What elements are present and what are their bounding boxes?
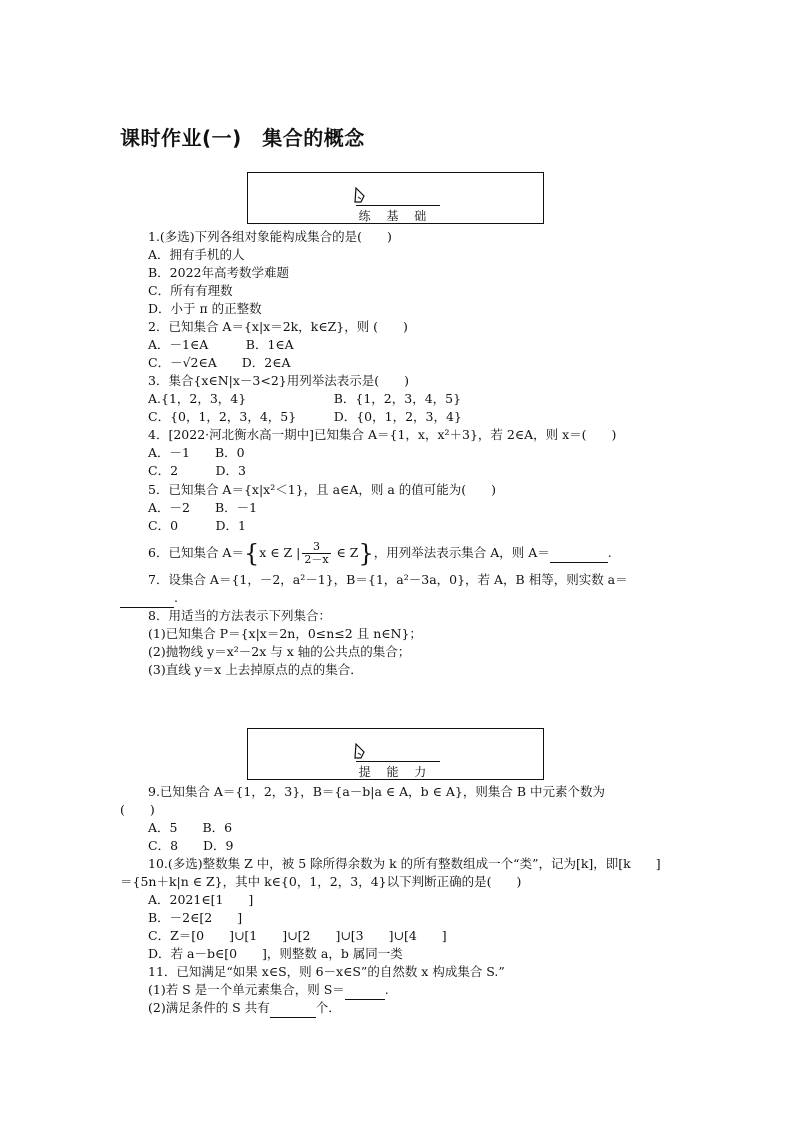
option: C．Z＝[0 ]∪[1 ]∪[2 ]∪[3 ]∪[4 ] <box>148 928 447 943</box>
answer-blank[interactable] <box>270 999 316 1018</box>
answer-blank[interactable] <box>345 981 385 1000</box>
question-5: 5．已知集合 A＝{x|x²＜1}，且 a∈A，则 a 的值可能为( ) <box>148 482 496 497</box>
section-banner-advanced <box>247 728 544 780</box>
sub-question: (3)直线 y＝x 上去掉原点的点的集合． <box>148 662 363 677</box>
section-label: 提 能 力 <box>358 765 433 779</box>
section-banner-basic <box>247 172 544 224</box>
fraction <box>302 541 330 566</box>
question-10: 10.(多选)整数集 Z 中，被 5 除所得余数为 k 的所有整数组成一个“类”，记为[k]，即[k ] <box>148 856 661 871</box>
q7-end: . <box>174 590 178 605</box>
q11a-end: . <box>384 982 389 997</box>
q11a-text: (1)若 S 是一个单元素集合，则 S＝ <box>148 982 345 997</box>
question-8: 8．用适当的方法表示下列集合： <box>148 608 331 623</box>
banner-rule <box>356 205 440 206</box>
answer-blank[interactable] <box>120 589 174 608</box>
option: C．－√2∈A D．2∈A <box>148 355 291 370</box>
option: A．拥有手机的人 <box>148 247 245 262</box>
section-label: 练 基 础 <box>358 209 433 223</box>
left-brace: { <box>243 539 260 568</box>
q6-prefix: 6．已知集合 A＝ <box>148 545 244 560</box>
question-11: 11．已知满足“如果 x∈S，则 6－x∈S”的自然数 x 构成集合 S.” <box>148 964 505 979</box>
option: B．－2∈[2 ] <box>148 910 243 925</box>
question-7: 7．设集合 A＝{1，－2，a²－1}，B＝{1，a²－3a，0}，若 A，B 相等，则实数 a＝ <box>148 572 628 587</box>
banner-rule <box>356 761 440 762</box>
page-title: 课时作业(一) 集合的概念 <box>120 126 365 150</box>
question-3: 3．集合{x∈N|x－3<2}用列举法表示是( ) <box>148 373 409 388</box>
q11b-text: (2)满足条件的 S 共有 <box>148 1000 270 1015</box>
option: C．8 D．9 <box>148 838 234 853</box>
option: A．－1 B．0 <box>148 445 245 460</box>
option: B．2022年高考数学难题 <box>148 265 289 280</box>
option: A．5 B．6 <box>148 820 233 835</box>
question-4: 4．[2022·河北衡水高一期中]已知集合 A＝{1，x，x²＋3}，若 2∈A，则 x＝( ) <box>148 427 617 442</box>
question-7-blank-line <box>120 589 178 608</box>
question-9-parens: ( ) <box>120 802 155 817</box>
option: A．－1∈A B．1∈A <box>148 337 294 352</box>
answer-blank[interactable] <box>550 544 608 563</box>
q6-set: x ∈ Z | <box>259 545 301 560</box>
fraction-numerator: 3 <box>302 541 330 554</box>
q6-end: . <box>607 545 612 560</box>
right-brace: } <box>358 539 374 568</box>
option: A．－2 B．－1 <box>148 500 258 515</box>
sub-question <box>148 999 341 1018</box>
pen-icon <box>353 187 367 207</box>
option: C．0 D．1 <box>148 518 246 533</box>
question-9: 9.已知集合 A＝{1，2，3}，B＝{a－b|a ∈ A，b ∈ A}，则集合 B 中元素个数为 <box>148 784 605 799</box>
option: D．若 a－b∈[0 ]，则整数 a，b 属同一类 <box>148 946 403 961</box>
question-10-cont: ＝{5n＋k|n ∈ Z}，其中 k∈{0，1，2，3，4}以下判断正确的是( ) <box>120 874 522 889</box>
pen-icon <box>353 743 367 763</box>
option: A.{1，2，3，4} B．{1，2，3，4，5} <box>148 391 462 406</box>
q11b-end: 个． <box>315 1000 341 1015</box>
sub-question: (2)抛物线 y＝x²－2x 与 x 轴的公共点的集合； <box>148 644 411 659</box>
question-6 <box>148 541 612 566</box>
fraction-denominator: 2－x <box>304 553 329 566</box>
sub-question <box>148 981 389 1000</box>
sub-question: (1)已知集合 P＝{x|x＝2n，0≤n≤2 且 n∈N}； <box>148 626 422 641</box>
question-2: 2．已知集合 A＝{x|x＝2k，k∈Z}，则 ( ) <box>148 319 408 334</box>
option: C．{0，1，2，3，4，5} D．{0，1，2，3，4} <box>148 409 462 424</box>
option: D．小于 π 的正整数 <box>148 301 262 316</box>
option: C．2 D．3 <box>148 463 246 478</box>
q6-tail: ，用列举法表示集合 A，则 A＝ <box>373 545 550 560</box>
q6-post: ∈ Z <box>332 545 359 560</box>
option: C．所有有理数 <box>148 283 233 298</box>
question-1: 1.(多选)下列各组对象能构成集合的是( ) <box>148 229 392 244</box>
option: A．2021∈[1 ] <box>148 892 254 907</box>
